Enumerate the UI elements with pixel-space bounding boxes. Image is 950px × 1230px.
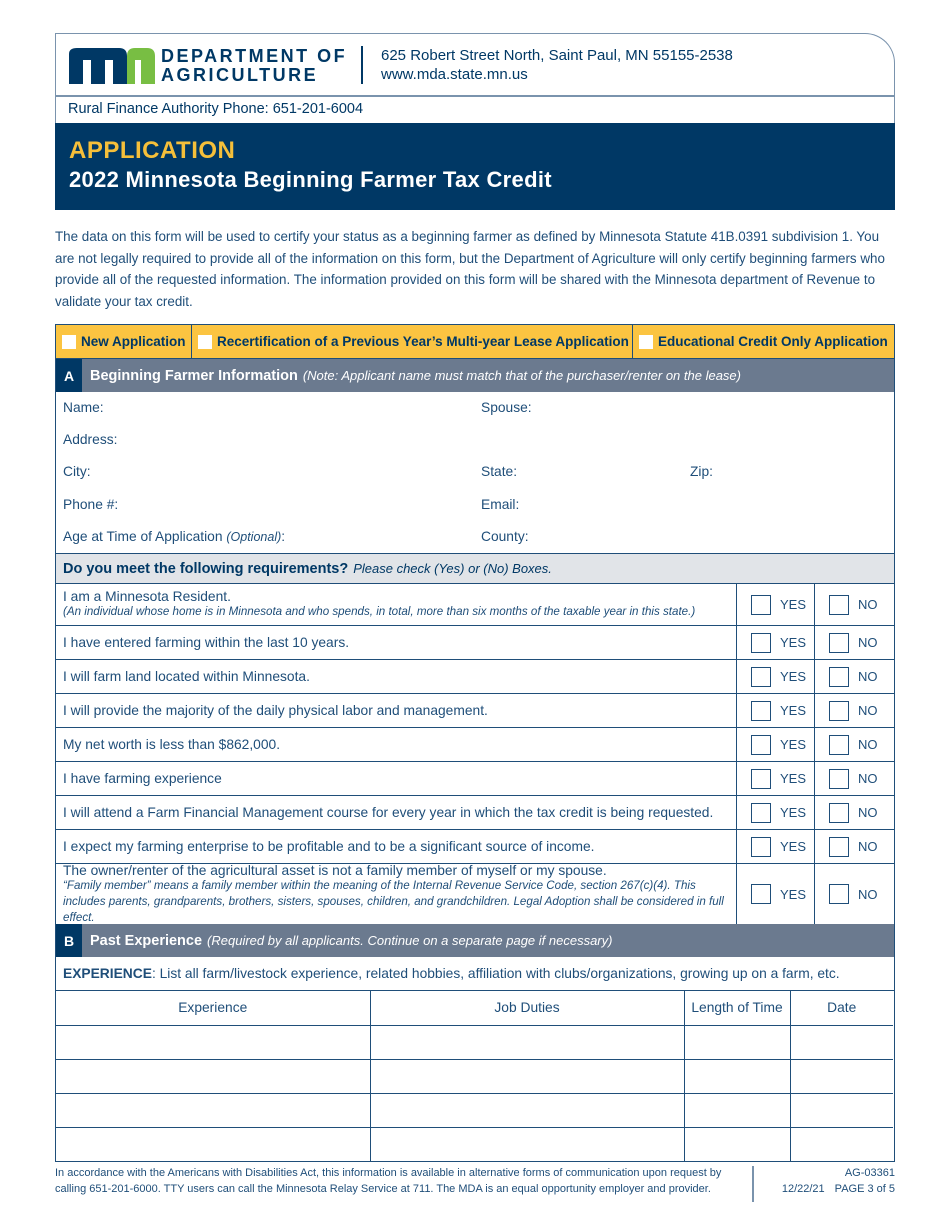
section-title [82, 359, 741, 392]
phone-field[interactable]: Phone #: [63, 497, 119, 512]
date-cell[interactable] [790, 1059, 893, 1093]
yes-label: YES [780, 886, 807, 902]
job-duties-cell[interactable] [370, 1093, 684, 1127]
revision-date: 12/22/21 [781, 1182, 825, 1195]
no-checkbox[interactable] [829, 735, 849, 755]
no-checkbox[interactable] [829, 837, 849, 857]
no-option[interactable] [815, 626, 893, 659]
no-option[interactable] [815, 694, 893, 727]
section-a-header [56, 359, 894, 392]
yes-label: YES [780, 597, 807, 612]
age-field[interactable] [63, 529, 285, 544]
type-label: New Application [81, 334, 186, 349]
type-new-application[interactable] [56, 325, 192, 358]
form-page [55, 33, 895, 1162]
requirement-text [56, 626, 737, 659]
header-rule [56, 95, 894, 97]
no-option[interactable] [815, 830, 893, 863]
yes-option[interactable] [737, 660, 815, 693]
yes-option[interactable] [737, 728, 815, 761]
requirements-heading: Do you meet the following requirements? [63, 560, 349, 577]
requirement-statement: The owner/renter of the agricultural asset is not a family member of myself or my spouse. [63, 862, 607, 878]
rfa-contact: Rural Finance Authority Phone: 651-201-6004 [68, 101, 364, 117]
requirement-row [56, 864, 894, 924]
logo-line-1: DEPARTMENT OF [161, 46, 348, 66]
date-cell[interactable] [790, 1025, 893, 1059]
age-label: Age at Time of Application [63, 529, 223, 544]
no-label: NO [858, 635, 878, 650]
page-number: PAGE 3 of 5 [834, 1182, 895, 1195]
requirement-row [56, 660, 894, 694]
optional-note: (Optional) [226, 530, 282, 544]
length-of-time-cell[interactable] [684, 1093, 790, 1127]
requirement-text [56, 796, 737, 829]
section-title [82, 924, 612, 957]
page-title: 2022 Minnesota Beginning Farmer Tax Credit [69, 167, 552, 192]
ada-notice: In accordance with the Americans with Disabilities Act, this information is available in alternative forms of communication upon request by calling 651-201-6000. TTY users can call the Minnesota Relay Service at 711. The MDA is an equal opportunity employer and provider. [55, 1167, 722, 1195]
experience-text: : List all farm/livestock experience, related hobbies, affiliation with clubs/organizations, growing up on a farm, etc. [151, 966, 840, 981]
requirement-statement: I will farm land located within Minnesota. [63, 669, 310, 684]
no-option[interactable] [815, 864, 893, 924]
yes-option[interactable] [737, 626, 815, 659]
yes-checkbox[interactable] [751, 884, 771, 904]
no-label: NO [858, 703, 878, 718]
yes-option[interactable] [737, 830, 815, 863]
requirement-text [56, 830, 737, 863]
no-checkbox[interactable] [829, 595, 849, 615]
no-checkbox[interactable] [829, 769, 849, 789]
requirement-statement: I have farming experience [63, 771, 222, 786]
requirements-instruction: Please check (Yes) or (No) Boxes. [353, 561, 552, 576]
requirement-text [56, 864, 737, 924]
no-label: NO [858, 771, 878, 786]
section-note: (Note: Applicant name must match that of the purchaser/renter on the lease) [302, 368, 741, 383]
yes-option[interactable] [737, 864, 815, 924]
no-option[interactable] [815, 728, 893, 761]
yes-checkbox[interactable] [751, 667, 771, 687]
length-of-time-cell[interactable] [684, 1025, 790, 1059]
yes-checkbox[interactable] [751, 701, 771, 721]
no-label: NO [858, 886, 878, 902]
yes-label: YES [780, 669, 807, 684]
header-divider [361, 46, 363, 84]
no-checkbox[interactable] [829, 803, 849, 823]
table-row [56, 1093, 893, 1127]
footer-divider [752, 1166, 754, 1202]
requirement-statement: I will provide the majority of the daily physical labor and management. [63, 703, 488, 718]
checkbox-recertification[interactable] [198, 335, 212, 349]
yes-label: YES [780, 839, 807, 854]
website-link[interactable]: www.mda.state.mn.us [381, 66, 528, 83]
mn-logo-icon [69, 48, 157, 84]
zip-field[interactable]: Zip: [690, 464, 713, 479]
no-label: NO [858, 737, 878, 752]
street-address: 625 Robert Street North, Saint Paul, MN 55155-2538 [381, 47, 733, 64]
requirement-row [56, 728, 894, 762]
requirement-row [56, 626, 894, 660]
yes-checkbox[interactable] [751, 735, 771, 755]
requirement-text [56, 694, 737, 727]
no-label: NO [858, 839, 878, 854]
requirement-statement: I am a Minnesota Resident. [63, 589, 231, 604]
requirement-note: “Family member” means a family member within the meaning of the Internal Revenue Service Code, section 267(c)(4). This includes parents, grandparents, brothers, sisters, spouses, children, and grandchildren. Legal Adoption shall be considered in full effect. [63, 878, 724, 924]
section-title-text: Past Experience [90, 932, 203, 949]
department-name [161, 47, 347, 85]
no-option[interactable] [815, 584, 893, 625]
column-header-job-duties: Job Duties [370, 991, 684, 1025]
type-label: Recertification of a Previous Year’s Multi-year Lease Application [217, 334, 629, 349]
length-of-time-cell[interactable] [684, 1127, 790, 1161]
intro-paragraph: The data on this form will be used to certify your status as a beginning farmer as defined by Minnesota Statute 41B.0391 subdivision 1. You are not legally required to provide all of the information on this form, but the Department of Agriculture will only certify beginning farmers who provide all of the requested information. The information provided on this form will be shared with the Minnesota department of Revenue to validate your tax credit. [55, 229, 885, 309]
yes-label: YES [780, 635, 807, 650]
date-cell[interactable] [790, 1093, 893, 1127]
requirement-statement: I have entered farming within the last 10 years. [63, 635, 350, 650]
section-letter: B [56, 924, 82, 957]
email-field[interactable]: Email: [481, 497, 520, 512]
no-option[interactable] [815, 796, 893, 829]
yes-option[interactable] [737, 694, 815, 727]
no-option[interactable] [815, 660, 893, 693]
yes-option[interactable] [737, 796, 815, 829]
requirement-text [56, 762, 737, 795]
yes-option[interactable] [737, 762, 815, 795]
section-title-text: Beginning Farmer Information [90, 367, 298, 384]
no-label: NO [858, 805, 878, 820]
yes-checkbox[interactable] [751, 633, 771, 653]
form-meta [782, 1166, 895, 1197]
experience-label: EXPERIENCE [63, 966, 152, 981]
requirement-text [56, 728, 737, 761]
letterhead [55, 33, 895, 123]
experience-cell[interactable] [56, 1059, 370, 1093]
yes-checkbox[interactable] [751, 595, 771, 615]
requirement-statement: My net worth is less than $862,000. [63, 737, 281, 752]
table-row [56, 1025, 893, 1059]
no-checkbox[interactable] [829, 633, 849, 653]
city-field[interactable]: City: [63, 464, 91, 479]
table-header-row [56, 991, 893, 1025]
form-number: AG-03361 [844, 1167, 895, 1179]
length-of-time-cell[interactable] [684, 1059, 790, 1093]
logo-line-2: AGRICULTURE [161, 65, 319, 85]
application-type-row [56, 325, 894, 359]
application-form [55, 324, 895, 1162]
yes-checkbox[interactable] [751, 769, 771, 789]
requirement-text [56, 660, 737, 693]
requirement-statement: I expect my farming enterprise to be profitable and to be a significant source of income. [63, 839, 595, 854]
requirement-statement: I will attend a Farm Financial Management course for every year in which the tax credit is being requested. [63, 805, 714, 820]
state-field[interactable]: State: [481, 464, 518, 479]
experience-cell[interactable] [56, 1025, 370, 1059]
yes-checkbox[interactable] [751, 803, 771, 823]
spouse-field[interactable]: Spouse: [481, 400, 532, 415]
checkbox-new-application[interactable] [62, 335, 76, 349]
no-checkbox[interactable] [829, 884, 849, 904]
requirement-row [56, 694, 894, 728]
yes-checkbox[interactable] [751, 837, 771, 857]
column-header-experience: Experience [56, 991, 370, 1025]
yes-label: YES [780, 771, 807, 786]
table-row [56, 1127, 893, 1161]
applicant-info-fields [56, 392, 894, 553]
type-label: Educational Credit Only Application [658, 334, 888, 349]
requirement-text [56, 584, 737, 625]
yes-label: YES [780, 703, 807, 718]
experience-cell[interactable] [56, 1093, 370, 1127]
table-row [56, 1059, 893, 1093]
checkbox-educational-credit[interactable] [639, 335, 653, 349]
requirement-row [56, 584, 894, 626]
title-kicker: APPLICATION [69, 137, 236, 164]
no-checkbox[interactable] [829, 667, 849, 687]
column-header-length-of-time: Length of Time [684, 991, 790, 1025]
yes-label: YES [780, 737, 807, 752]
section-letter: A [56, 359, 82, 392]
section-note: (Required by all applicants. Continue on a separate page if necessary) [207, 933, 613, 948]
requirement-row [56, 762, 894, 796]
yes-option[interactable] [737, 584, 815, 625]
age-colon: : [281, 529, 286, 544]
requirement-row [56, 796, 894, 830]
no-label: NO [858, 597, 878, 612]
type-recertification[interactable] [192, 325, 633, 358]
no-checkbox[interactable] [829, 701, 849, 721]
section-b-header [56, 924, 894, 957]
type-educational-credit[interactable] [633, 325, 894, 358]
requirement-row [56, 830, 894, 864]
address-field[interactable]: Address: [63, 432, 118, 447]
job-duties-cell[interactable] [370, 1059, 684, 1093]
mda-logo [69, 46, 347, 86]
requirements-header [56, 553, 894, 584]
column-header-date: Date [790, 991, 893, 1025]
name-field[interactable]: Name: [63, 400, 104, 415]
page-footer [55, 1166, 895, 1202]
title-banner [55, 123, 895, 210]
yes-label: YES [780, 805, 807, 820]
address-block [381, 46, 733, 84]
date-cell[interactable] [790, 1127, 893, 1161]
experience-instructions [56, 957, 894, 991]
requirement-note: (An individual whose home is in Minnesota and who spends, in total, more than six months of the taxable year in this state.) [63, 605, 696, 618]
county-field[interactable]: County: [481, 529, 529, 544]
job-duties-cell[interactable] [370, 1025, 684, 1059]
job-duties-cell[interactable] [370, 1127, 684, 1161]
no-option[interactable] [815, 762, 893, 795]
experience-cell[interactable] [56, 1127, 370, 1161]
experience-table [56, 991, 893, 1161]
no-label: NO [858, 669, 878, 684]
